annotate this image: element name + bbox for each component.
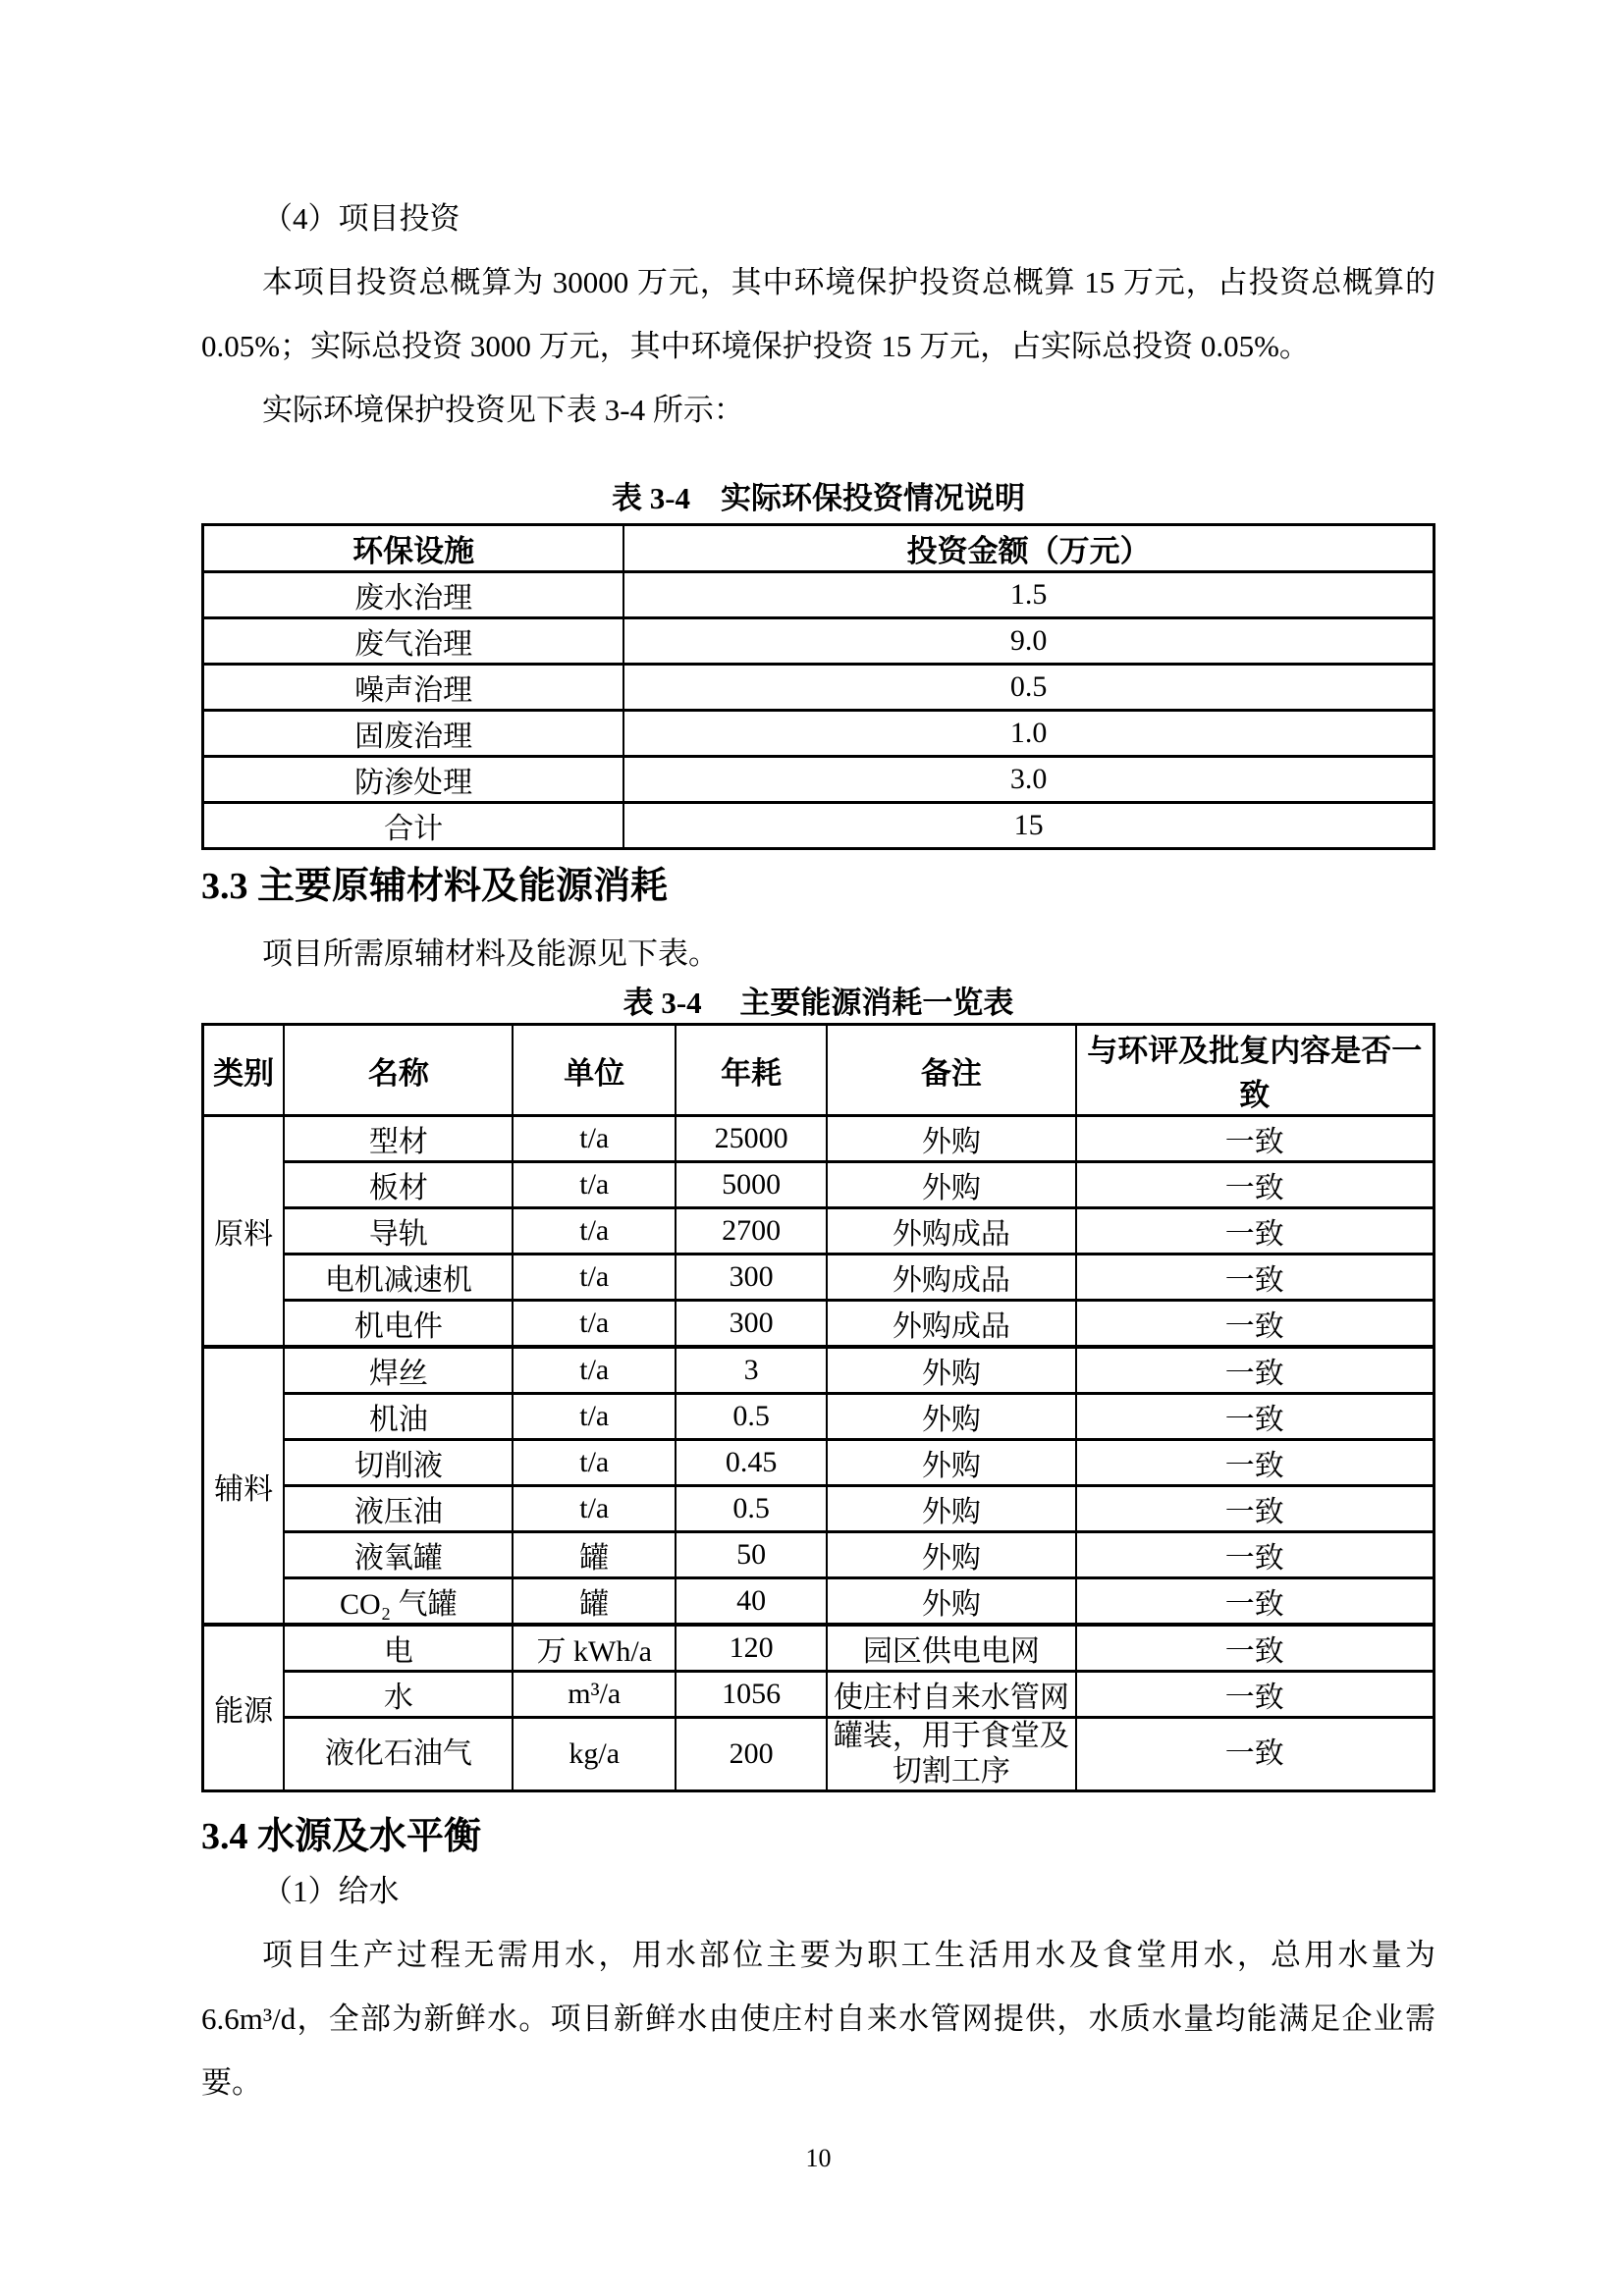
column-header-annual-consumption: 年耗 bbox=[676, 1025, 827, 1116]
table-row bbox=[203, 1301, 1435, 1348]
consumption-cell: 5000 bbox=[676, 1162, 827, 1208]
amount-cell: 9.0 bbox=[623, 618, 1434, 665]
table-row bbox=[203, 1162, 1435, 1208]
amount-cell: 0.5 bbox=[623, 665, 1434, 711]
amount-cell: 3.0 bbox=[623, 757, 1434, 803]
column-header-remarks: 备注 bbox=[827, 1025, 1075, 1116]
column-header-category: 类别 bbox=[203, 1025, 285, 1116]
consistency-cell: 一致 bbox=[1076, 1486, 1435, 1532]
table-row bbox=[203, 1672, 1435, 1718]
remarks-cell: 外购 bbox=[827, 1440, 1075, 1486]
consumption-cell: 2700 bbox=[676, 1208, 827, 1255]
name-cell: CO₂ 气罐 bbox=[284, 1578, 513, 1626]
unit-cell: t/a bbox=[513, 1208, 676, 1255]
remarks-cell: 罐装，用于食堂及切割工序 bbox=[827, 1718, 1075, 1791]
table-header-row bbox=[203, 525, 1435, 572]
consumption-cell: 50 bbox=[676, 1532, 827, 1578]
facility-cell: 废气治理 bbox=[203, 618, 624, 665]
consistency-cell: 一致 bbox=[1076, 1394, 1435, 1440]
table-row bbox=[203, 618, 1435, 665]
section-heading-3-3: 3.3 主要原辅材料及能源消耗 bbox=[201, 866, 669, 907]
consumption-cell: 1056 bbox=[676, 1672, 827, 1718]
consistency-cell: 一致 bbox=[1076, 1301, 1435, 1348]
remarks-cell: 外购 bbox=[827, 1116, 1075, 1162]
remarks-cell: 外购成品 bbox=[827, 1208, 1075, 1255]
consumption-cell: 120 bbox=[676, 1625, 827, 1672]
remarks-cell: 外购 bbox=[827, 1578, 1075, 1626]
name-cell: 型材 bbox=[284, 1116, 513, 1162]
remarks-cell: 外购 bbox=[827, 1347, 1075, 1394]
unit-cell: 万 kWh/a bbox=[513, 1625, 676, 1672]
table-row bbox=[203, 1578, 1435, 1626]
consistency-cell: 一致 bbox=[1076, 1718, 1435, 1791]
table2-title: 表 3-4 主要能源消耗一览表 bbox=[623, 986, 1014, 1020]
amount-cell: 1.0 bbox=[623, 711, 1434, 757]
name-cell: 机油 bbox=[284, 1394, 513, 1440]
table-row bbox=[203, 1625, 1435, 1672]
consistency-cell: 一致 bbox=[1076, 1532, 1435, 1578]
table-header-row bbox=[203, 1025, 1435, 1116]
consistency-cell: 一致 bbox=[1076, 1162, 1435, 1208]
amount-cell: 1.5 bbox=[623, 572, 1434, 618]
environmental-investment-table bbox=[201, 523, 1435, 850]
remarks-cell: 外购 bbox=[827, 1394, 1075, 1440]
table-row bbox=[203, 1255, 1435, 1301]
consistency-cell: 一致 bbox=[1076, 1625, 1435, 1672]
name-cell: 板材 bbox=[284, 1162, 513, 1208]
name-cell: 液化石油气 bbox=[284, 1718, 513, 1791]
unit-cell: 罐 bbox=[513, 1532, 676, 1578]
section-heading-3-4: 3.4 水源及水平衡 bbox=[201, 1816, 482, 1857]
consistency-cell: 一致 bbox=[1076, 1208, 1435, 1255]
name-cell: 切削液 bbox=[284, 1440, 513, 1486]
name-cell: 机电件 bbox=[284, 1301, 513, 1348]
subsection-heading-water-supply: （1）给水 bbox=[262, 1874, 400, 1908]
consumption-cell: 0.45 bbox=[676, 1440, 827, 1486]
table-row bbox=[203, 711, 1435, 757]
name-cell: 电机减速机 bbox=[284, 1255, 513, 1301]
unit-cell: t/a bbox=[513, 1255, 676, 1301]
consumption-cell: 3 bbox=[676, 1347, 827, 1394]
table-row bbox=[203, 572, 1435, 618]
unit-cell: t/a bbox=[513, 1162, 676, 1208]
energy-consumption-table bbox=[201, 1023, 1435, 1792]
table-row bbox=[203, 1208, 1435, 1255]
subsection-heading-project-investment: （4）项目投资 bbox=[262, 201, 460, 236]
unit-cell: m³/a bbox=[513, 1672, 676, 1718]
remarks-cell: 使庄村自来水管网 bbox=[827, 1672, 1075, 1718]
consumption-cell: 40 bbox=[676, 1578, 827, 1626]
consistency-cell: 一致 bbox=[1076, 1116, 1435, 1162]
paragraph-materials-intro: 项目所需原辅材料及能源见下表。 bbox=[262, 936, 719, 971]
remarks-cell: 外购成品 bbox=[827, 1255, 1075, 1301]
consistency-cell: 一致 bbox=[1076, 1255, 1435, 1301]
unit-cell: kg/a bbox=[513, 1718, 676, 1791]
remarks-cell: 外购 bbox=[827, 1162, 1075, 1208]
table-row bbox=[203, 1394, 1435, 1440]
unit-cell: t/a bbox=[513, 1394, 676, 1440]
page-number: 10 bbox=[805, 2144, 832, 2172]
paragraph-investment-summary: 本项目投资总概算为 30000 万元，其中环境保护投资总概算 15 万元，占投资总概算的 0.05%；实际总投资 3000 万元，其中环境保护投资 15 万元，占实际总投资 0.05%。 bbox=[201, 265, 1435, 363]
consumption-cell: 0.5 bbox=[676, 1486, 827, 1532]
column-header-name: 名称 bbox=[284, 1025, 513, 1116]
paragraph-table-reference: 实际环境保护投资见下表 3-4 所示： bbox=[262, 393, 744, 427]
paragraph-water-supply: 项目生产过程无需用水，用水部位主要为职工生活用水及食堂用水，总用水量为 6.6m³/d，全部为新鲜水。项目新鲜水由使庄村自来水管网提供，水质水量均能满足企业需要。 bbox=[201, 1938, 1435, 2100]
facility-cell: 防渗处理 bbox=[203, 757, 624, 803]
consumption-cell: 200 bbox=[676, 1718, 827, 1791]
remarks-cell: 外购成品 bbox=[827, 1301, 1075, 1348]
consistency-cell: 一致 bbox=[1076, 1347, 1435, 1394]
table-row bbox=[203, 1486, 1435, 1532]
remarks-cell: 园区供电电网 bbox=[827, 1625, 1075, 1672]
unit-cell: 罐 bbox=[513, 1578, 676, 1626]
table1-title: 表 3-4 实际环保投资情况说明 bbox=[611, 481, 1026, 515]
table-row bbox=[203, 665, 1435, 711]
unit-cell: t/a bbox=[513, 1116, 676, 1162]
consumption-cell: 300 bbox=[676, 1301, 827, 1348]
facility-cell: 废水治理 bbox=[203, 572, 624, 618]
name-cell: 焊丝 bbox=[284, 1347, 513, 1394]
category-cell-energy: 能源 bbox=[203, 1625, 285, 1791]
column-header-facility: 环保设施 bbox=[203, 525, 624, 572]
consistency-cell: 一致 bbox=[1076, 1672, 1435, 1718]
category-cell-auxiliary-materials: 辅料 bbox=[203, 1347, 285, 1625]
remarks-cell: 外购 bbox=[827, 1532, 1075, 1578]
remarks-cell: 外购 bbox=[827, 1486, 1075, 1532]
name-cell: 水 bbox=[284, 1672, 513, 1718]
consistency-cell: 一致 bbox=[1076, 1578, 1435, 1626]
facility-cell: 固废治理 bbox=[203, 711, 624, 757]
table-row bbox=[203, 1116, 1435, 1162]
table-row-total bbox=[203, 803, 1435, 849]
amount-cell: 15 bbox=[623, 803, 1434, 849]
consumption-cell: 25000 bbox=[676, 1116, 827, 1162]
table-row bbox=[203, 1440, 1435, 1486]
consistency-cell: 一致 bbox=[1076, 1440, 1435, 1486]
table-row bbox=[203, 1532, 1435, 1578]
name-cell: 电 bbox=[284, 1625, 513, 1672]
category-cell-raw-materials: 原料 bbox=[203, 1116, 285, 1348]
table-row bbox=[203, 1347, 1435, 1394]
facility-cell: 合计 bbox=[203, 803, 624, 849]
unit-cell: t/a bbox=[513, 1347, 676, 1394]
facility-cell: 噪声治理 bbox=[203, 665, 624, 711]
unit-cell: t/a bbox=[513, 1440, 676, 1486]
table-row bbox=[203, 757, 1435, 803]
column-header-unit: 单位 bbox=[513, 1025, 676, 1116]
unit-cell: t/a bbox=[513, 1486, 676, 1532]
name-cell: 导轨 bbox=[284, 1208, 513, 1255]
name-cell: 液压油 bbox=[284, 1486, 513, 1532]
table-row bbox=[203, 1718, 1435, 1791]
column-header-amount: 投资金额（万元） bbox=[623, 525, 1434, 572]
consumption-cell: 0.5 bbox=[676, 1394, 827, 1440]
unit-cell: t/a bbox=[513, 1301, 676, 1348]
name-cell: 液氧罐 bbox=[284, 1532, 513, 1578]
column-header-eia-consistency: 与环评及批复内容是否一致 bbox=[1076, 1025, 1435, 1116]
consumption-cell: 300 bbox=[676, 1255, 827, 1301]
